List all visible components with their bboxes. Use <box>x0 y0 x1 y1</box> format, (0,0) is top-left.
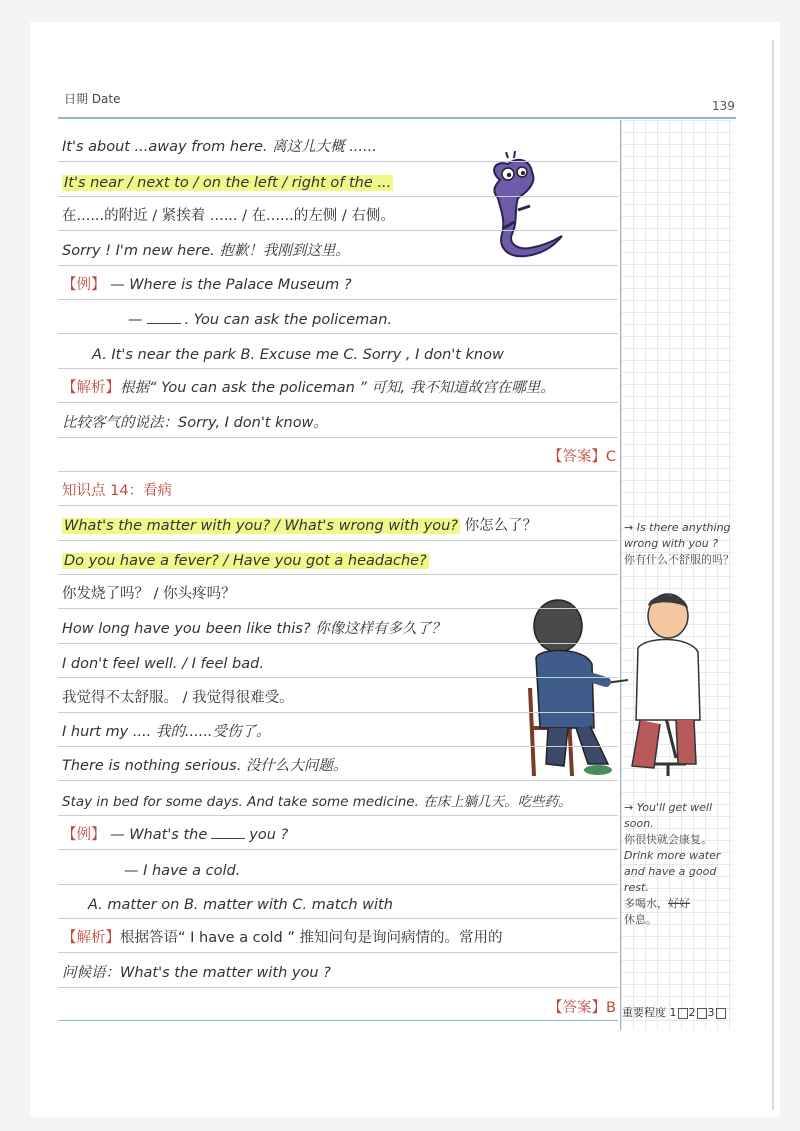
translation: 你怎么了？ <box>464 517 538 534</box>
level-1-checkbox[interactable] <box>678 1008 688 1019</box>
note-line-6 <box>58 300 618 334</box>
note-line-18 <box>58 713 618 747</box>
margin-note-1 <box>624 520 734 568</box>
note-line-23 <box>58 885 618 919</box>
date-label: 日期 Date <box>64 92 121 106</box>
example-question: — Where is the Palace Museum ? <box>110 276 352 293</box>
note-line-9 <box>58 403 618 437</box>
highlighted-text: Do you have a fever? / Have you got a headache? <box>64 553 427 570</box>
line-text: Stay in bed for some days. And take some medicine. 在床上躺几天。吃些药。 <box>62 793 572 810</box>
analysis-text: 根据“ You can ask the policeman ” 可知, 我不知道故宫在哪里。 <box>120 380 555 397</box>
level-1: 1 <box>669 1006 677 1019</box>
note-line-16 <box>58 644 618 678</box>
example-response: — I have a cold. <box>124 862 241 879</box>
example-question-end: you ? <box>249 827 289 844</box>
note-line-26 <box>58 988 618 1022</box>
margin-note-1-en: → Is there anything wrong with you ? <box>624 521 731 550</box>
answer-label: 【答案】C <box>547 448 616 465</box>
note-line-15 <box>58 609 618 643</box>
struck-text: 好好 <box>668 897 690 910</box>
note-line-4 <box>58 231 618 265</box>
page-number: 139 <box>712 99 735 113</box>
note-line-25 <box>58 953 618 987</box>
importance-rating <box>622 1004 727 1020</box>
note-line-11 <box>58 472 618 506</box>
note-line-13 <box>58 541 618 575</box>
line-text: 比较客气的说法：Sorry, I don't know。 <box>62 414 328 431</box>
note-line-10 <box>58 438 618 472</box>
note-line-5 <box>58 266 618 300</box>
line-text: How long have you been like this? 你像这样有多久了？ <box>62 620 446 637</box>
line-text: 在......的附近 / 紧挨着 ...... / 在......的左侧 / 右侧。 <box>62 208 395 225</box>
line-text: I hurt my .... 我的......受伤了。 <box>62 724 271 741</box>
note-line-24 <box>58 919 618 953</box>
margin-note-2-en: → You'll get well soon. <box>624 801 712 830</box>
level-2: 2 <box>688 1006 696 1019</box>
margin-note-2-cn: 你很快就会康复。 <box>624 833 712 846</box>
answer-options: A. It's near the park B. Excuse me C. Sorry , I don't know <box>92 346 504 363</box>
line-text: 你发烧了吗？ / 你头疼吗？ <box>62 586 236 603</box>
note-line-1 <box>58 128 618 162</box>
level-3-checkbox[interactable] <box>716 1008 726 1019</box>
highlighted-text: It's near / next to / on the left / right of the ... <box>64 174 392 191</box>
page-edge <box>772 40 774 1110</box>
importance-label: 重要程度 <box>622 1006 666 1019</box>
example-tag: 【例】 <box>62 827 106 844</box>
answer-blank <box>147 323 181 324</box>
bottom-rule <box>58 1020 618 1021</box>
note-line-14 <box>58 575 618 609</box>
note-line-8 <box>58 369 618 403</box>
margin-note-3-cn <box>624 896 736 928</box>
example-tag: 【例】 <box>62 276 106 293</box>
answer-label: 【答案】B <box>548 1000 616 1017</box>
margin-note-1-cn: 你有什么不舒服的吗？ <box>624 553 734 566</box>
analysis-tag: 【解析】 <box>62 380 120 397</box>
example-question: — What's the <box>110 827 208 844</box>
level-2-checkbox[interactable] <box>697 1008 707 1019</box>
line-text: I don't feel well. / I feel bad. <box>62 656 264 673</box>
line-text: There is nothing serious. 没什么大问题。 <box>62 758 348 775</box>
analysis-tag: 【解析】 <box>62 930 120 947</box>
note-line-12 <box>58 506 618 540</box>
note-line-3 <box>58 197 618 231</box>
level-3: 3 <box>707 1006 715 1019</box>
line-text: 问候语：What's the matter with you ? <box>62 964 331 981</box>
note-line-19 <box>58 747 618 781</box>
note-line-17 <box>58 678 618 712</box>
analysis-text: 根据答语“ I have a cold ” 推知问句是询问病情的。常用的 <box>120 930 503 947</box>
line-text: 我觉得不太舒服。 / 我觉得很难受。 <box>62 689 294 706</box>
example-response: . You can ask the policeman. <box>184 312 392 329</box>
margin-note-2 <box>624 800 736 928</box>
notes-main-column <box>58 128 618 1022</box>
note-text-2: 休息。 <box>624 913 657 926</box>
note-line-22 <box>58 850 618 884</box>
note-line-21 <box>58 816 618 850</box>
answer-blank <box>211 838 245 839</box>
section-heading: 知识点 14：看病 <box>62 483 173 500</box>
dash: — <box>128 312 143 329</box>
margin-note-3-en: Drink more water and have a good rest. <box>624 849 721 894</box>
note-text: 多喝水， <box>624 897 668 910</box>
header-rule <box>58 117 736 119</box>
line-text: Sorry ! I'm new here. 抱歉！我刚到这里。 <box>62 242 350 259</box>
highlighted-text: What's the matter with you? / What's wrong with you? <box>64 517 458 534</box>
note-line-7 <box>58 334 618 368</box>
line-text: It's about ...away from here. 离这儿大概 ...... <box>62 139 377 156</box>
note-line-20 <box>58 781 618 815</box>
note-line-2 <box>58 162 618 196</box>
answer-options: A. matter on B. matter with C. match with <box>88 896 393 913</box>
